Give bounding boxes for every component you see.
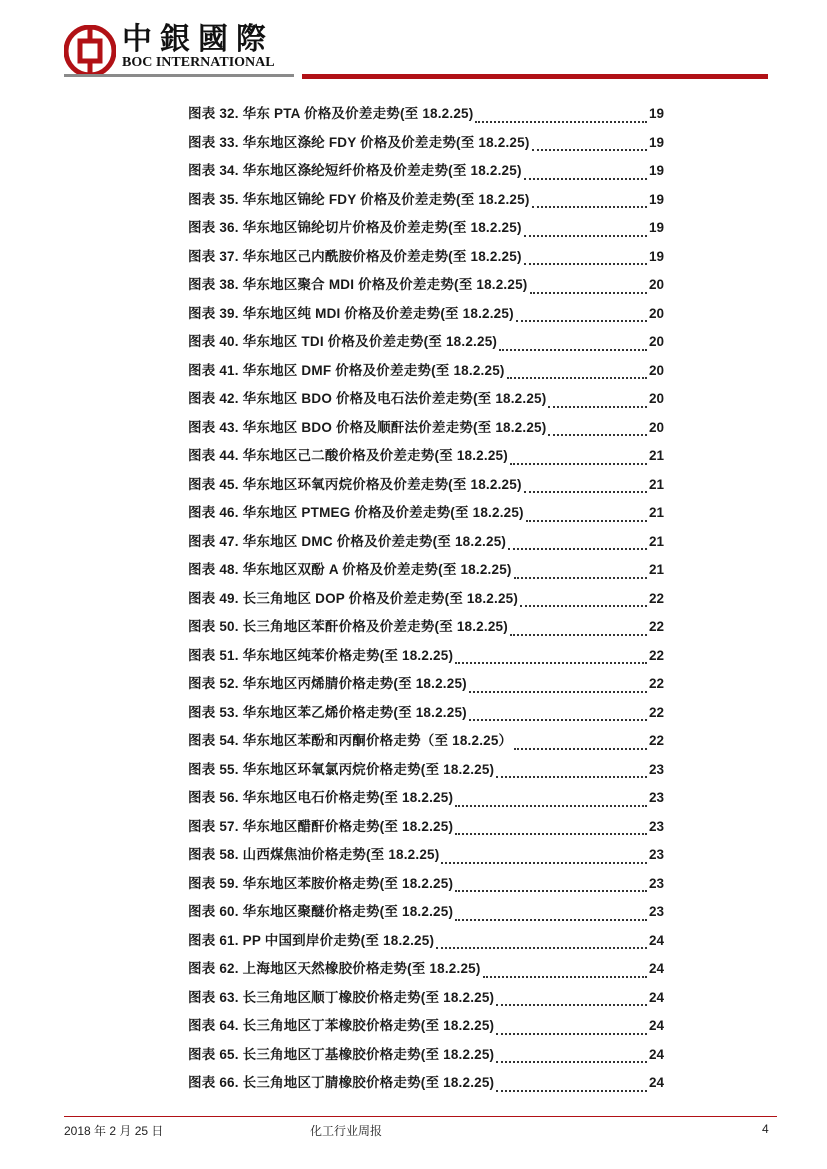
toc-dot-leader — [520, 605, 647, 607]
toc-entry-title: 图表 32. 华东 PTA 价格及价差走势(至 18.2.25) — [188, 106, 474, 121]
toc-entry-page: 24 — [648, 932, 664, 948]
toc-entry[interactable] — [188, 872, 664, 901]
brand-name-cn: 中銀國際 — [122, 22, 274, 57]
toc-entry-title: 图表 46. 华东地区 PTMEG 价格及价差走势(至 18.2.25) — [188, 505, 524, 520]
toc-entry[interactable] — [188, 843, 664, 872]
footer-page-number: 4 — [762, 1122, 769, 1136]
toc-entry-title: 图表 62. 上海地区天然橡胶价格走势(至 18.2.25) — [188, 961, 481, 976]
toc-dot-leader — [483, 976, 647, 978]
toc-entry-title: 图表 51. 华东地区纯苯价格走势(至 18.2.25) — [188, 647, 454, 663]
toc-entry[interactable] — [188, 416, 664, 445]
toc-entry[interactable] — [188, 1014, 664, 1043]
toc-entry-title: 图表 54. 华东地区苯酚和丙酮价格走势（至 18.2.25） — [188, 733, 513, 748]
toc-entry-page: 21 — [648, 448, 664, 463]
toc-entry[interactable] — [188, 815, 664, 844]
toc-entry-page: 22 — [648, 619, 664, 634]
toc-entry[interactable] — [188, 359, 664, 388]
header-rule-red — [302, 74, 768, 79]
footer-report-title: 化工行业周报 — [310, 1124, 383, 1138]
toc-dot-leader — [524, 178, 647, 180]
toc-entry-title: 图表 35. 华东地区锦纶 FDY 价格及价差走势(至 18.2.25) — [188, 191, 530, 207]
toc-dot-leader — [508, 548, 647, 550]
toc-dot-leader — [455, 919, 647, 921]
toc-entry-title: 图表 53. 华东地区苯乙烯价格走势(至 18.2.25) — [188, 704, 467, 720]
toc-entry-title: 图表 36. 华东地区锦纶切片价格及价差走势(至 18.2.25) — [188, 220, 522, 235]
toc-entry-page: 19 — [648, 106, 664, 121]
toc-entry[interactable] — [188, 501, 664, 530]
toc-entry-page: 23 — [648, 818, 664, 834]
toc-entry[interactable] — [188, 900, 664, 929]
toc-entry-page: 20 — [648, 391, 664, 406]
toc-entry[interactable] — [188, 644, 664, 673]
toc-entry[interactable] — [188, 758, 664, 787]
toc-entry-title: 图表 63. 长三角地区顺丁橡胶价格走势(至 18.2.25) — [188, 989, 495, 1005]
toc-entry[interactable] — [188, 245, 664, 274]
toc-entry[interactable] — [188, 302, 664, 331]
toc-dot-leader — [455, 833, 647, 835]
toc-entry-page: 22 — [648, 590, 664, 606]
toc-entry[interactable] — [188, 188, 664, 217]
toc-entry[interactable] — [188, 729, 664, 758]
toc-entry-page: 20 — [648, 419, 664, 435]
toc-entry-page: 21 — [648, 476, 664, 492]
toc-dot-leader — [499, 349, 647, 351]
footer-rule — [64, 1116, 777, 1117]
toc-entry-page: 24 — [648, 989, 664, 1005]
toc-entry-title: 图表 66. 长三角地区丁腈橡胶价格走势(至 18.2.25) — [188, 1075, 495, 1090]
toc-dot-leader — [524, 263, 647, 265]
toc-entry-title: 图表 38. 华东地区聚合 MDI 价格及价差走势(至 18.2.25) — [188, 277, 528, 292]
toc-entry-page: 20 — [648, 362, 664, 378]
toc-entry-page: 22 — [648, 733, 664, 748]
toc-dot-leader — [514, 748, 647, 750]
toc-entry-page: 23 — [648, 761, 664, 777]
toc-entry-page: 23 — [648, 875, 664, 891]
toc-entry[interactable] — [188, 530, 664, 559]
toc-dot-leader — [455, 890, 647, 892]
toc-dot-leader — [514, 577, 647, 579]
toc-dot-leader — [510, 463, 647, 465]
toc-dot-leader — [475, 121, 647, 123]
toc-entry-page: 19 — [648, 248, 664, 264]
toc-entry-title: 图表 50. 长三角地区苯酐价格及价差走势(至 18.2.25) — [188, 619, 508, 634]
toc-dot-leader — [496, 1090, 647, 1092]
toc-entry-title: 图表 52. 华东地区丙烯腈价格走势(至 18.2.25) — [188, 676, 467, 691]
header-rule-gray — [64, 74, 294, 77]
toc-entry-page: 21 — [648, 505, 664, 520]
toc-entry-title: 图表 56. 华东地区电石价格走势(至 18.2.25) — [188, 790, 454, 805]
toc-entry-title: 图表 39. 华东地区纯 MDI 价格及价差走势(至 18.2.25) — [188, 305, 514, 321]
toc-entry-title: 图表 34. 华东地区涤纶短纤价格及价差走势(至 18.2.25) — [188, 163, 522, 178]
toc-entry[interactable] — [188, 929, 664, 958]
toc-entry[interactable] — [188, 1071, 664, 1100]
toc-entry[interactable] — [188, 1043, 664, 1072]
toc-entry-page: 24 — [648, 1075, 664, 1090]
toc-entry-page: 24 — [648, 1046, 664, 1062]
toc-dot-leader — [524, 491, 647, 493]
toc-dot-leader — [455, 805, 647, 807]
toc-entry-title: 图表 47. 华东地区 DMC 价格及价差走势(至 18.2.25) — [188, 533, 507, 549]
figure-index-list — [188, 102, 664, 1100]
toc-dot-leader — [496, 1061, 647, 1063]
toc-entry-title: 图表 61. PP 中国到岸价走势(至 18.2.25) — [188, 932, 435, 948]
toc-entry-title: 图表 57. 华东地区醋酐价格走势(至 18.2.25) — [188, 818, 454, 834]
toc-entry-page: 22 — [648, 647, 664, 663]
toc-dot-leader — [441, 862, 647, 864]
toc-dot-leader — [524, 235, 647, 237]
toc-dot-leader — [496, 776, 647, 778]
toc-entry-page: 19 — [648, 191, 664, 207]
toc-entry-title: 图表 44. 华东地区己二酸价格及价差走势(至 18.2.25) — [188, 448, 508, 463]
toc-entry[interactable] — [188, 957, 664, 986]
toc-entry-title: 图表 48. 华东地区双酚 A 价格及价差走势(至 18.2.25) — [188, 562, 512, 577]
toc-entry-page: 19 — [648, 163, 664, 178]
toc-entry-page: 22 — [648, 704, 664, 720]
toc-entry[interactable] — [188, 330, 664, 359]
toc-dot-leader — [516, 320, 647, 322]
toc-entry-page: 20 — [648, 334, 664, 349]
toc-entry-title: 图表 40. 华东地区 TDI 价格及价差走势(至 18.2.25) — [188, 334, 498, 349]
toc-entry-title: 图表 65. 长三角地区丁基橡胶价格走势(至 18.2.25) — [188, 1046, 495, 1062]
toc-entry-title: 图表 33. 华东地区涤纶 FDY 价格及价差走势(至 18.2.25) — [188, 134, 530, 150]
toc-entry-title: 图表 49. 长三角地区 DOP 价格及价差走势(至 18.2.25) — [188, 590, 519, 606]
toc-entry-page: 21 — [648, 562, 664, 577]
page-header — [0, 0, 827, 90]
toc-dot-leader — [496, 1004, 647, 1006]
toc-entry-page: 19 — [648, 220, 664, 235]
toc-entry-page: 23 — [648, 904, 664, 919]
toc-dot-leader — [469, 691, 647, 693]
toc-entry-title: 图表 37. 华东地区己内酰胺价格及价差走势(至 18.2.25) — [188, 248, 522, 264]
toc-dot-leader — [530, 292, 647, 294]
toc-entry-title: 图表 41. 华东地区 DMF 价格及价差走势(至 18.2.25) — [188, 362, 505, 378]
toc-dot-leader — [510, 634, 647, 636]
toc-entry[interactable] — [188, 387, 664, 416]
toc-entry-page: 19 — [648, 134, 664, 150]
toc-entry-page: 20 — [648, 305, 664, 321]
toc-entry[interactable] — [188, 672, 664, 701]
toc-entry-title: 图表 64. 长三角地区丁苯橡胶价格走势(至 18.2.25) — [188, 1018, 495, 1033]
toc-entry-title: 图表 42. 华东地区 BDO 价格及电石法价差走势(至 18.2.25) — [188, 391, 547, 406]
toc-dot-leader — [469, 719, 647, 721]
toc-dot-leader — [496, 1033, 647, 1035]
toc-entry[interactable] — [188, 615, 664, 644]
toc-entry-title: 图表 45. 华东地区环氧丙烷价格及价差走势(至 18.2.25) — [188, 476, 522, 492]
toc-entry[interactable] — [188, 273, 664, 302]
toc-entry-page: 20 — [648, 277, 664, 292]
toc-entry[interactable] — [188, 701, 664, 730]
toc-entry[interactable] — [188, 786, 664, 815]
toc-dot-leader — [507, 377, 647, 379]
toc-entry-title: 图表 58. 山西煤焦油价格走势(至 18.2.25) — [188, 847, 440, 862]
boc-logo-icon — [64, 25, 116, 77]
toc-dot-leader — [526, 520, 647, 522]
toc-dot-leader — [532, 149, 647, 151]
toc-dot-leader — [548, 434, 647, 436]
toc-entry-page: 23 — [648, 847, 664, 862]
toc-entry[interactable] — [188, 558, 664, 587]
toc-dot-leader — [436, 947, 647, 949]
toc-dot-leader — [455, 662, 647, 664]
toc-entry[interactable] — [188, 587, 664, 616]
toc-entry-title: 图表 59. 华东地区苯胺价格走势(至 18.2.25) — [188, 875, 454, 891]
toc-entry[interactable] — [188, 102, 664, 131]
toc-entry[interactable] — [188, 473, 664, 502]
toc-entry-title: 图表 55. 华东地区环氧氯丙烷价格走势(至 18.2.25) — [188, 761, 495, 777]
toc-dot-leader — [532, 206, 647, 208]
toc-entry[interactable] — [188, 131, 664, 160]
toc-entry-title: 图表 60. 华东地区聚醚价格走势(至 18.2.25) — [188, 904, 454, 919]
toc-entry-page: 22 — [648, 676, 664, 691]
toc-entry[interactable] — [188, 159, 664, 188]
toc-entry[interactable] — [188, 986, 664, 1015]
brand-name-en: BOC INTERNATIONAL — [122, 55, 275, 70]
toc-entry-title: 图表 43. 华东地区 BDO 价格及顺酐法价差走势(至 18.2.25) — [188, 419, 547, 435]
toc-entry[interactable] — [188, 444, 664, 473]
toc-entry[interactable] — [188, 216, 664, 245]
toc-entry-page: 23 — [648, 790, 664, 805]
toc-entry-page: 24 — [648, 1018, 664, 1033]
toc-dot-leader — [548, 406, 647, 408]
toc-entry-page: 24 — [648, 961, 664, 976]
toc-entry-page: 21 — [648, 533, 664, 549]
footer-date: 2018 年 2 月 25 日 — [64, 1124, 164, 1138]
